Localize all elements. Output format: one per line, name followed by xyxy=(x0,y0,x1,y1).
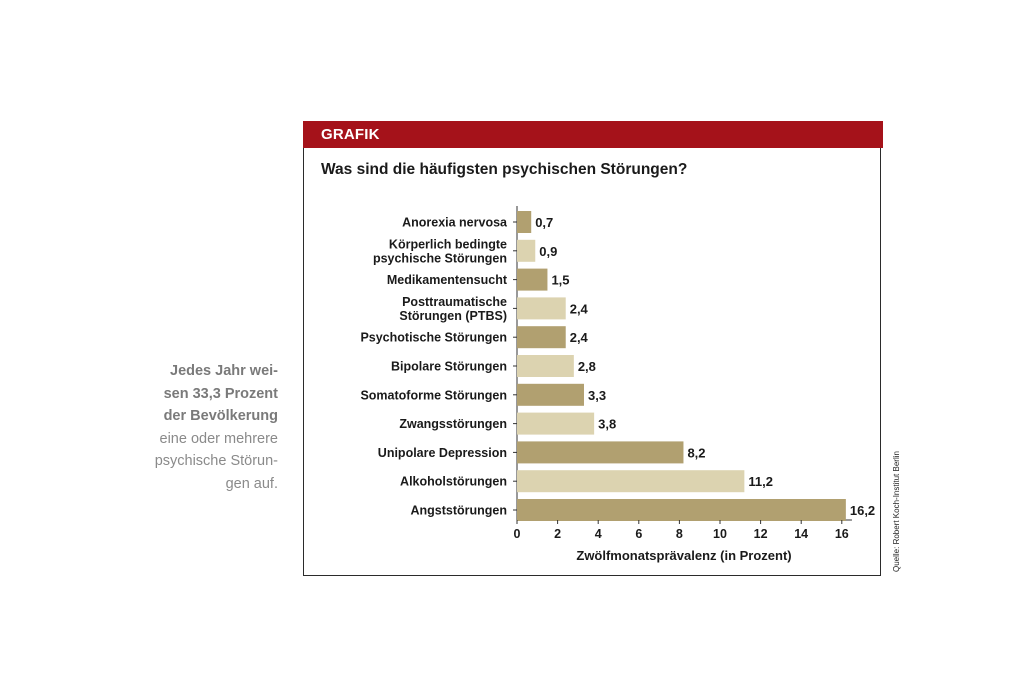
category-label: Unipolare Depression xyxy=(377,445,507,460)
category-label: Somatoforme Störungen xyxy=(360,388,507,403)
bar-chart xyxy=(303,148,881,576)
data-label: 16,2 xyxy=(849,503,876,518)
data-label: 11,2 xyxy=(748,474,773,490)
data-label: 2,4 xyxy=(569,301,588,317)
bar xyxy=(517,384,584,406)
x-tick-label: 8 xyxy=(675,527,683,541)
source-note: Quelle: Robert Koch-Institut Berlin xyxy=(892,451,901,572)
sidebar-line: gen auf. xyxy=(225,475,278,492)
x-axis-title: Zwölfmonatsprävalenz (in Prozent) xyxy=(576,548,792,563)
data-label: 3,3 xyxy=(587,387,607,403)
bar xyxy=(517,413,594,435)
bar xyxy=(517,326,566,348)
category-label: psychische Störungen xyxy=(372,251,507,266)
chart-title: Was sind die häufigsten psychischen Störungen? xyxy=(321,161,688,178)
bar xyxy=(517,240,535,262)
x-tick-label: 16 xyxy=(834,527,849,541)
bar xyxy=(517,470,744,492)
header-label: GRAFIK xyxy=(321,126,380,143)
data-label: 0,9 xyxy=(539,243,558,259)
x-tick-label: 4 xyxy=(594,527,602,541)
data-label: 1,5 xyxy=(551,272,570,288)
category-label: Psychotische Störungen xyxy=(360,330,507,345)
x-tick-label: 14 xyxy=(794,527,809,541)
category-label: Störungen (PTBS) xyxy=(399,308,507,323)
data-label: 8,2 xyxy=(687,445,706,461)
category-label: Angststörungen xyxy=(410,503,507,518)
x-tick-label: 0 xyxy=(513,527,521,541)
sidebar-line: eine oder mehrere xyxy=(159,430,278,447)
data-label: 2,4 xyxy=(569,330,588,346)
sidebar-line: psychische Störun- xyxy=(154,453,278,469)
category-label: Alkoholstörungen xyxy=(400,474,507,489)
category-label: Medikamentensucht xyxy=(386,273,507,288)
category-label: Posttraumatische xyxy=(402,294,507,309)
data-label: 0,7 xyxy=(535,215,554,230)
category-label: Zwangsstörungen xyxy=(399,417,507,432)
sidebar-caption xyxy=(130,360,278,495)
bar xyxy=(517,211,531,233)
category-label: Bipolare Störungen xyxy=(391,359,507,374)
bar xyxy=(517,499,846,521)
x-tick-label: 12 xyxy=(753,527,768,541)
category-label: Anorexia nervosa xyxy=(402,215,507,230)
data-label: 2,8 xyxy=(577,359,596,374)
sidebar-line: Jedes Jahr wei- xyxy=(170,363,278,379)
bar xyxy=(517,355,574,377)
bar xyxy=(517,269,547,291)
sidebar-line: sen 33,3 Prozent xyxy=(163,385,278,402)
sidebar-line: der Bevölkerung xyxy=(163,408,278,424)
x-tick-label: 10 xyxy=(713,527,727,541)
x-tick-label: 6 xyxy=(635,527,643,541)
bar xyxy=(517,441,683,463)
header-bar xyxy=(303,121,883,148)
x-tick-label: 2 xyxy=(554,527,562,541)
data-label: 3,8 xyxy=(598,416,617,432)
category-label: Körperlich bedingte xyxy=(388,237,507,252)
bar xyxy=(517,297,566,319)
